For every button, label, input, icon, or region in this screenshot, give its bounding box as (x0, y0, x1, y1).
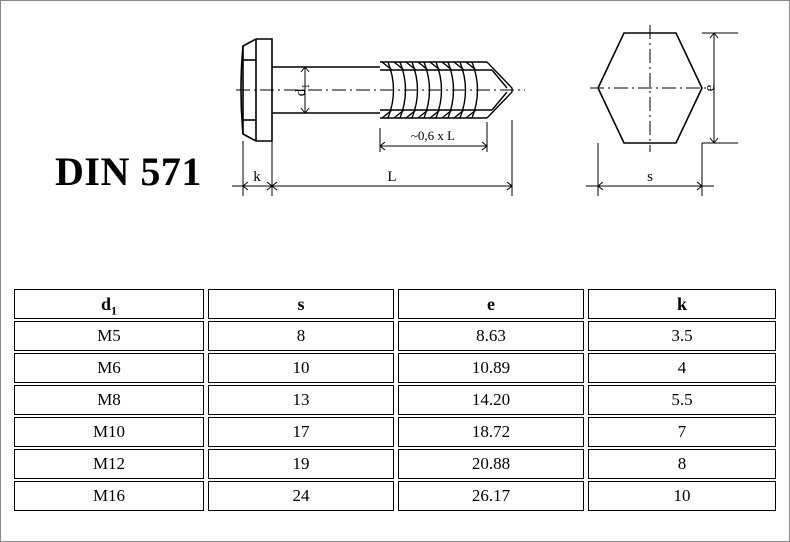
cell-d1: M10 (12, 416, 206, 448)
table-header-k: k (586, 288, 778, 320)
label-L: L (387, 169, 397, 185)
cell-s: 8 (206, 320, 396, 352)
cell-k: 5.5 (586, 384, 778, 416)
table-header-e: e (396, 288, 586, 320)
cell-k: 3.5 (586, 320, 778, 352)
cell-d1: M16 (12, 480, 206, 512)
cell-s: 17 (206, 416, 396, 448)
table-row (12, 416, 778, 448)
cell-e: 18.72 (396, 416, 586, 448)
cell-d1: M5 (12, 320, 206, 352)
table-row (12, 480, 778, 512)
table-header-row (12, 288, 778, 320)
table-header-s: s (206, 288, 396, 320)
cell-s: 13 (206, 384, 396, 416)
table-row (12, 448, 778, 480)
label-d1: $d_1$ (293, 83, 312, 97)
label-k: k (253, 169, 261, 185)
table-row (12, 384, 778, 416)
table-header-d1: $d_1$ (12, 288, 206, 320)
cell-s: 24 (206, 480, 396, 512)
table-row (12, 352, 778, 384)
cell-e: 20.88 (396, 448, 586, 480)
label-thread-length: ~0,6 x L (410, 128, 456, 143)
cell-e: 14.20 (396, 384, 586, 416)
cell-s: 19 (206, 448, 396, 480)
label-e: e (702, 84, 718, 92)
cell-d1: M6 (12, 352, 206, 384)
cell-k: 10 (586, 480, 778, 512)
cell-k: 7 (586, 416, 778, 448)
screw-head-front-view (590, 25, 710, 152)
technical-drawing (0, 0, 790, 270)
cell-s: 10 (206, 352, 396, 384)
specification-table (12, 288, 778, 512)
cell-d1: M8 (12, 384, 206, 416)
cell-d1: M12 (12, 448, 206, 480)
cell-e: 8.63 (396, 320, 586, 352)
cell-e: 26.17 (396, 480, 586, 512)
cell-e: 10.89 (396, 352, 586, 384)
table-row (12, 320, 778, 352)
cell-k: 4 (586, 352, 778, 384)
cell-k: 8 (586, 448, 778, 480)
page-title: DIN 571 (55, 149, 202, 194)
label-s: s (647, 169, 653, 185)
